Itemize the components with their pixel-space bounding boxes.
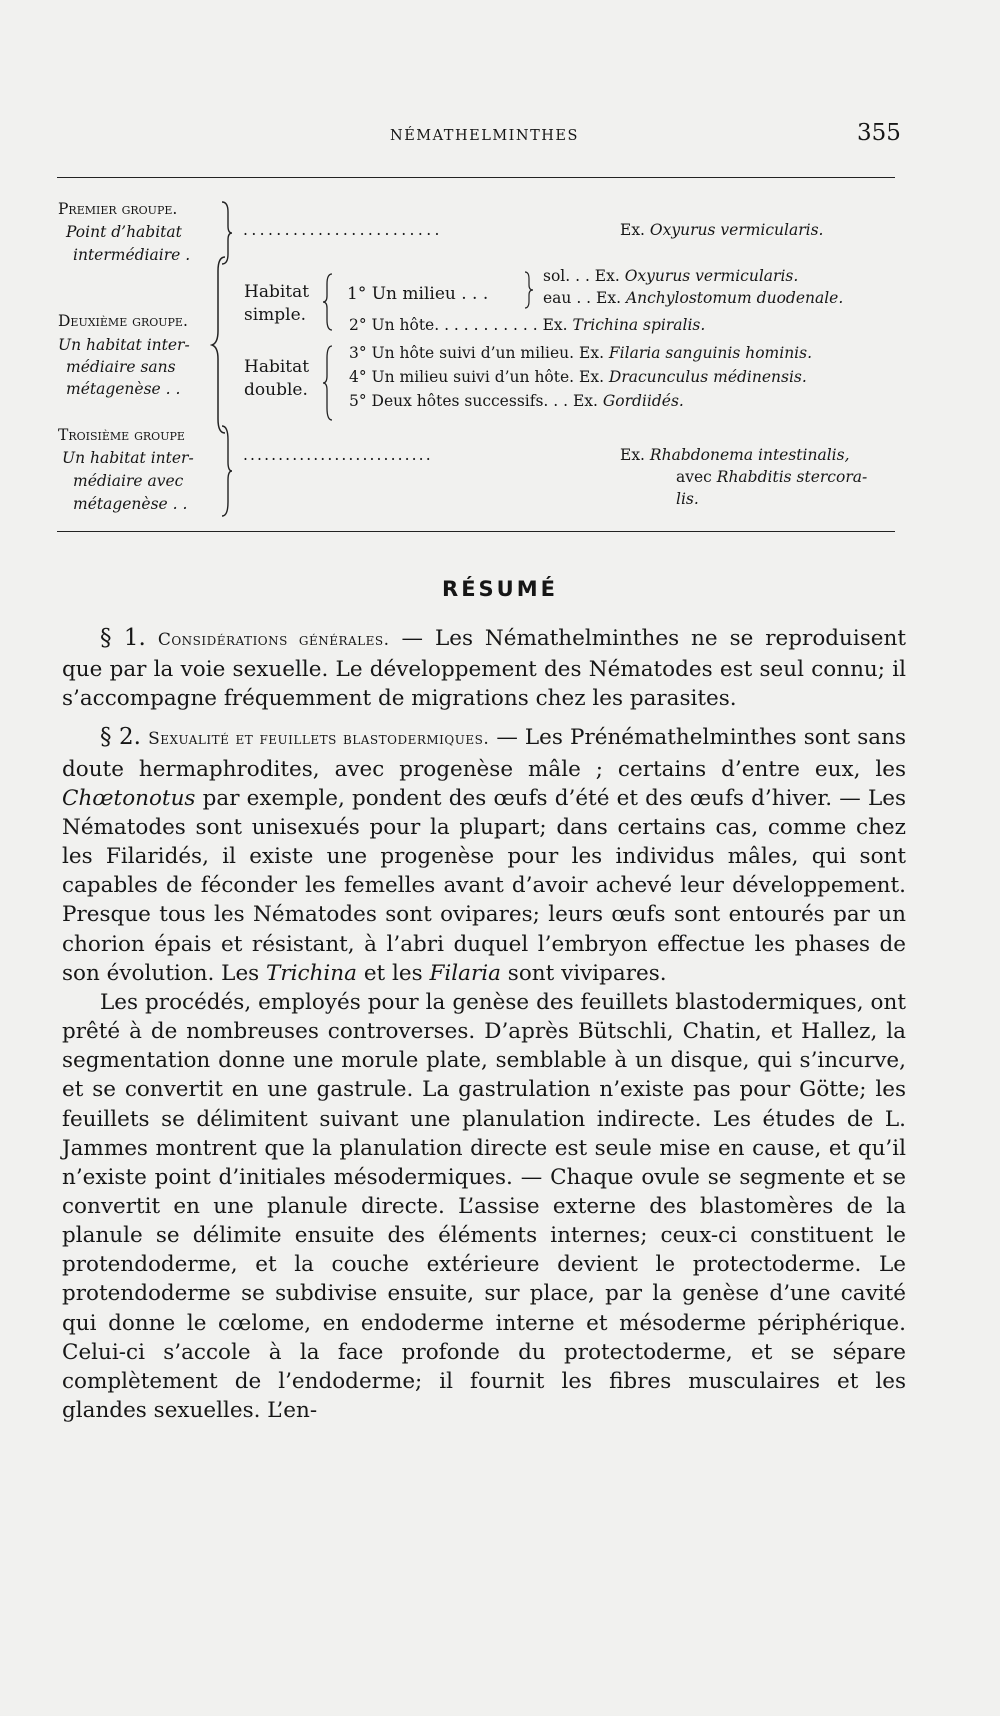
group2-line3: médiaire sans	[66, 358, 176, 376]
habitat-simple-label-2: simple.	[244, 305, 307, 325]
paragraph-1: § 1. Considérations générales. — Les Némathelminthes ne se reproduisent que par la voie sexuelle. Le développement des Nématodes est seul connu; il s’accompagne fréquemment de migrations chez les parasites.	[62, 625, 906, 712]
table-top-rule	[57, 177, 895, 178]
case1-brace	[523, 270, 535, 310]
group1-example: Ex. Oxyurus vermicularis.	[620, 221, 824, 239]
group1-dots: ........................	[243, 221, 443, 239]
case3: 3° Un hôte suivi d’un milieu. Ex. Filaria sanguinis hominis.	[349, 344, 813, 362]
group2-brace	[210, 255, 228, 435]
group2-line4: métagenèse . .	[66, 380, 181, 398]
group3-example-2: avec Rhabditis stercora-	[676, 468, 868, 486]
case1-sol: sol. . . Ex. Oxyurus vermicularis.	[543, 267, 799, 285]
group3-example-3: lis.	[676, 490, 699, 508]
group2-line2: Un habitat inter-	[58, 336, 190, 354]
habitat-simple-label-1: Habitat	[244, 282, 310, 302]
running-head: NÉMATHELMINTHES	[390, 128, 579, 144]
paragraph-3: Les procédés, employés pour la genèse des feuillets blastodermiques, ont prêté à de nombreuses controverses. D’après Bütschli, Chatin, et Hallez, la segmentation donne une morule plate, semblable à un disque, qui s’incurve, et se convertit en une gastrule. La gastrulation n’existe pas pour Götte; les feuillets se délimitent suivant une planulation indirecte. Les études de L. Jammes montrent que la planulation directe est seule mise en cause, et qu’il n’existe point d’initiales mésodermiques. — Chaque ovule se segmente et se convertit en une planule directe. L’assise externe des blastomères de la planule se délimite ensuite des éléments internes; ceux-ci constituent le protendoderme, et la couche extérieure devient le protectoderme. Le protendoderme se subdivise ensuite, sur place, par la genèse d’une cavité qui donne le cœlome, en endoderme interne et mésoderme périphérique. Celui-ci s’accole à la face profonde du protectoderme, et se sépare complètement de l’endoderme; il fournit les fibres musculaires et les glandes sexuelles. L’en-	[62, 989, 906, 1424]
case2: 2° Un hôte. . . . . . . . . . . Ex. Trichina spiralis.	[349, 316, 706, 334]
habitat-double-brace	[321, 344, 335, 422]
group3-line4: métagenèse . .	[73, 495, 188, 513]
table-bottom-rule	[57, 531, 895, 532]
case5: 5° Deux hôtes successifs. . . Ex. Gordiidés.	[349, 392, 684, 410]
case4: 4° Un milieu suivi d’un hôte. Ex. Dracunculus médinensis.	[349, 368, 807, 386]
group3-brace	[219, 424, 233, 518]
habitat-simple-brace	[321, 272, 335, 332]
group3-dots: ...........................	[243, 446, 433, 464]
resume-body	[62, 624, 906, 1425]
habitat-double-label-1: Habitat	[244, 357, 310, 377]
group1-title: Premier groupe.	[58, 200, 178, 218]
habitat-double-label-2: double.	[244, 380, 308, 400]
case1-label: 1° Un milieu . . .	[347, 284, 489, 304]
group1-line3: intermédiaire .	[73, 246, 191, 264]
group2-title: Deuxième groupe.	[58, 312, 188, 330]
paragraph-2: § 2. Sexualité et feuillets blastodermiques. — Les Prénémathelminthes sont sans doute hermaphrodites, avec progenèse mâle ; certains d’entre eux, les Chœtonotus par exemple, pondent des œufs d’été et des œufs d’hiver. — Les Nématodes sont unisexués pour la plupart; dans certains cas, comme chez les Filaridés, il existe une progenèse pour les individus mâles, qui sont capables de féconder les femelles avant d’avoir achevé leur développement. Presque tous les Nématodes sont ovipares; leurs œufs sont entourés par un chorion épais et résistant, à l’abri duquel l’embryon effectue les phases de son évolution. Les Trichina et les Filaria sont vivipares.	[62, 724, 907, 986]
group1-line2: Point d’habitat	[66, 223, 182, 241]
group3-line3: médiaire avec	[73, 472, 184, 490]
group3-line2: Un habitat inter-	[62, 449, 194, 467]
page-number: 355	[857, 120, 901, 146]
group3-title: Troisième groupe	[58, 426, 185, 444]
case1-eau: eau . . Ex. Anchylostomum duodenale.	[543, 289, 844, 307]
section-title: RÉSUMÉ	[442, 577, 558, 601]
group3-example-1: Ex. Rhabdonema intestinalis,	[620, 446, 850, 464]
